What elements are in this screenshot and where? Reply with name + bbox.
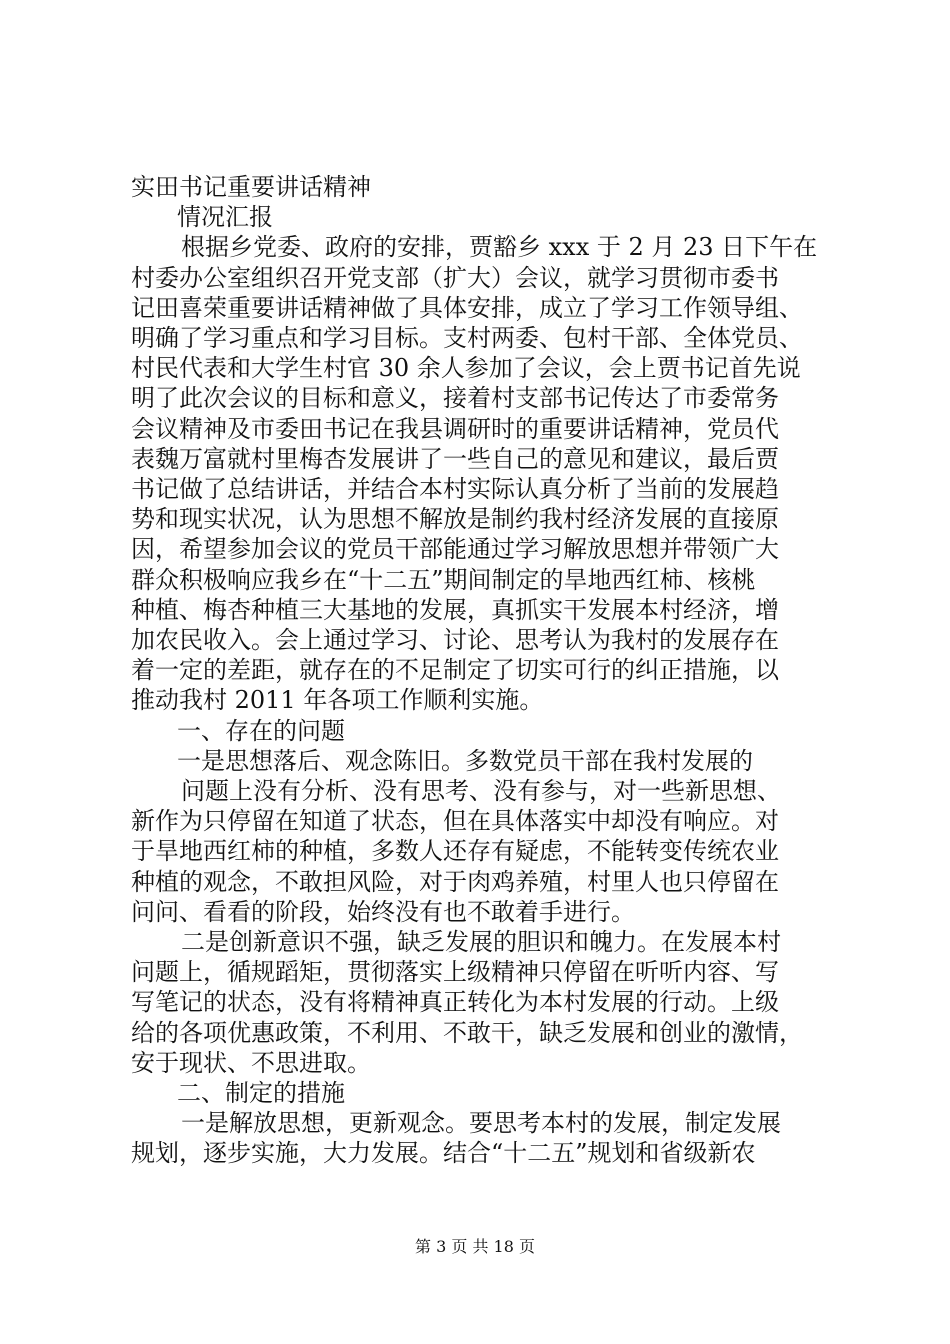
text-line: 推动我村 2011 年各项工作顺利实施。	[131, 686, 544, 715]
text-line: 记田喜荣重要讲话精神做了具体安排，成立了学习工作领导组、	[131, 293, 803, 322]
text-line: 给的各项优惠政策，不利用、不敢干，缺乏发展和创业的激情，	[131, 1018, 803, 1047]
text-line: 群众积极响应我乡在“十二五”期间制定的旱地西红柿、核桃	[131, 565, 756, 594]
text-line: 于旱地西红柿的种植，多数人还存有疑虑，不能转变传统农业	[131, 837, 779, 866]
text-line: 一是解放思想，更新观念。要思考本村的发展，制定发展	[181, 1109, 781, 1138]
text-line: 势和现实状况，认为思想不解放是制约我村经济发展的直接原	[131, 505, 779, 534]
text-line: 新作为只停留在知道了状态，但在具体落实中却没有响应。对	[131, 807, 779, 836]
text-line: 加农民收入。会上通过学习、讨论、思考认为我村的发展存在	[131, 626, 779, 654]
text-line: 问题上没有分析、没有思考、没有参与，对一些新思想、	[181, 777, 781, 805]
text-line: 二是创新意识不强，缺乏发展的胆识和魄力。在发展本村	[181, 928, 781, 956]
text-line: 安于现状、不思进取。	[131, 1048, 371, 1077]
text-line: 规划，逐步实施，大力发展。结合“十二五”规划和省级新农	[131, 1139, 756, 1168]
text-line: 书记做了总结讲话，并结合本村实际认真分析了当前的发展趋	[131, 475, 779, 503]
text-line: 写笔记的状态，没有将精神真正转化为本村发展的行动。上级	[131, 988, 779, 1017]
section-heading: 一、存在的问题	[177, 716, 345, 745]
text-line: 一是思想落后、观念陈旧。多数党员干部在我村发展的	[177, 746, 753, 775]
text-line: 种植的观念，不敢担风险，对于肉鸡养殖，村里人也只停留在	[131, 867, 779, 896]
text-line: 种植、梅杏种植三大基地的发展，真抓实干发展本村经济，增	[131, 595, 779, 624]
text-line: 表魏万富就村里梅杏发展讲了一些自己的意见和建议，最后贾	[131, 444, 779, 473]
page-number-footer: 第 3 页 共 18 页	[415, 1237, 535, 1256]
text-line: 情况汇报	[177, 203, 273, 232]
text-line: 村委办公室组织召开党支部（扩大）会议，就学习贯彻市委书	[131, 263, 779, 292]
text-line: 问问、看看的阶段，始终没有也不敢着手进行。	[131, 897, 635, 926]
text-line: 着一定的差距，就存在的不足制定了切实可行的纠正措施，以	[131, 656, 779, 685]
text-line: 明确了学习重点和学习目标。支村两委、包村干部、全体党员、	[131, 324, 803, 352]
text-line: 会议精神及市委田书记在我县调研时的重要讲话精神，党员代	[131, 414, 779, 443]
text-line: 村民代表和大学生村官 30 余人参加了会议，会上贾书记首先说	[131, 354, 801, 383]
text-line: 问题上，循规蹈矩，贯彻落实上级精神只停留在听听内容、写	[131, 958, 779, 987]
text-line: 因，希望参加会议的党员干部能通过学习解放思想并带领广大	[131, 535, 779, 564]
text-line: 根据乡党委、政府的安排，贾豁乡 xxx 于 2 月 23 日下午在	[181, 233, 818, 262]
text-line: 实田书记重要讲话精神	[131, 173, 371, 201]
section-heading: 二、制定的措施	[177, 1079, 345, 1107]
text-line: 明了此次会议的目标和意义，接着村支部书记传达了市委常务	[131, 384, 779, 413]
